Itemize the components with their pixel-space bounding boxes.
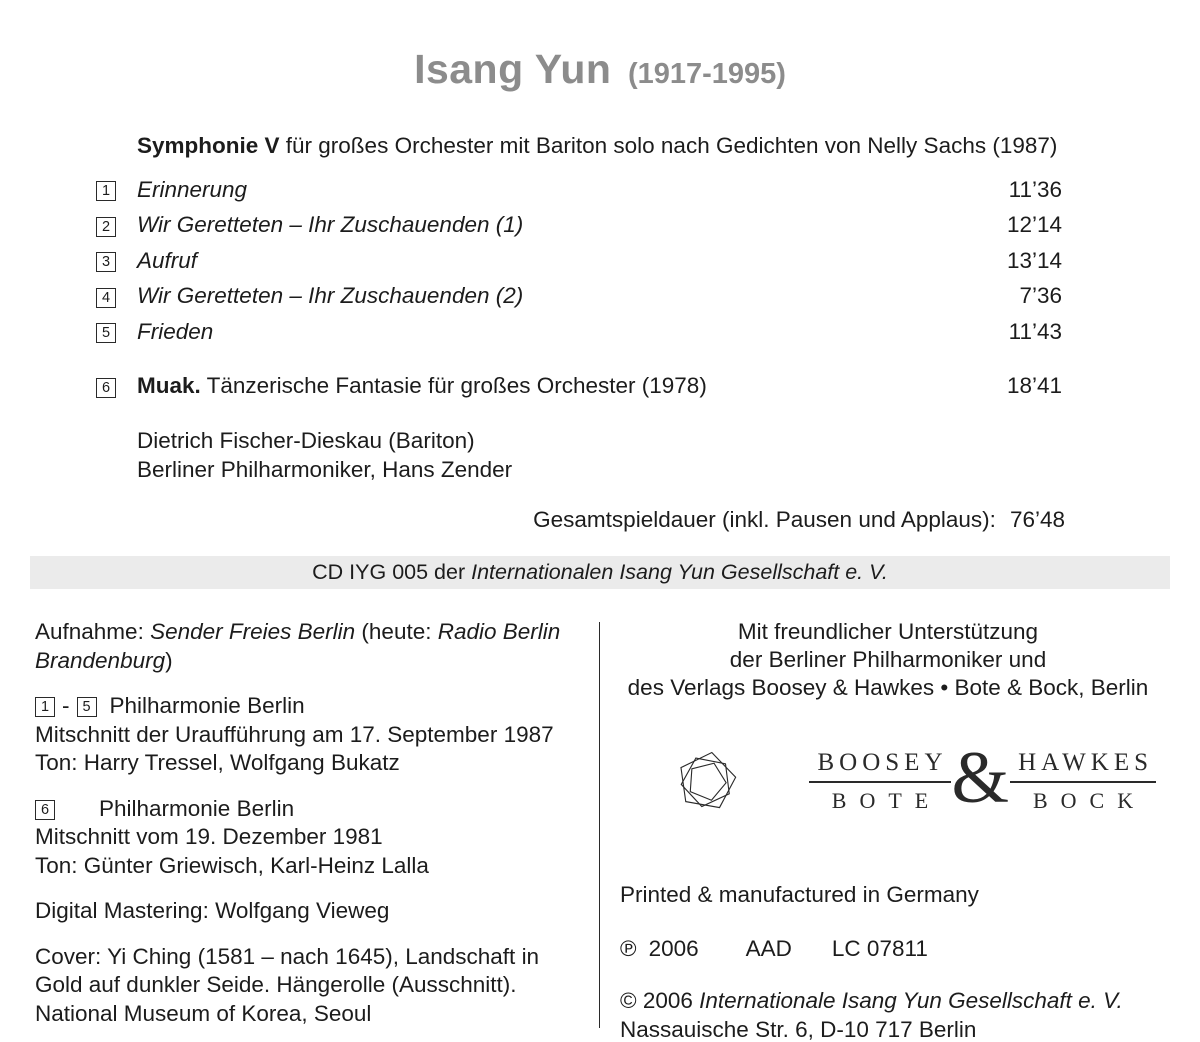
session-1-engineers: Ton: Harry Tressel, Wolfgang Bukatz [35, 750, 400, 775]
mastering-credit: Digital Mastering: Wolfgang Vieweg [35, 898, 390, 923]
track-row [96, 172, 1062, 208]
recording-source [35, 618, 576, 675]
cover-credit-line-3: National Museum of Korea, Seoul [35, 1000, 372, 1026]
track-title-rest: Tänzerische Fantasie für großes Orchester (1978) [200, 373, 707, 399]
session-1-date: Mitschnitt der Uraufführung am 17. September 1987 [35, 721, 554, 747]
hawkes-wordmark: HAWKES [1010, 749, 1156, 784]
printed-in-germany: Printed & manufactured in Germany [620, 882, 979, 907]
cover-credit-line-2: Gold auf dunkler Seide. Hängerolle (Ausschnitt). [35, 972, 517, 997]
logo-row [672, 737, 1156, 827]
phonogram-icon: ℗ [620, 935, 637, 961]
boosey-hawkes-logo [809, 737, 1156, 819]
session-2-venue: Philharmonie Berlin [99, 795, 295, 821]
track-number-box: 6 [96, 378, 116, 398]
column-divider [599, 622, 600, 1028]
support-line-3: des Verlags Boosey & Hawkes • Bote & Bock, Berlin [627, 675, 1149, 700]
track-number-box: 3 [96, 252, 116, 272]
track-title [137, 373, 1007, 399]
phonogram-line [620, 935, 1156, 964]
publisher-address: Nassauische Str. 6, D-10 717 Berlin [620, 1016, 977, 1042]
cd-society-name: Internationalen Isang Yun Gesellschaft e. V. [471, 560, 888, 584]
performers [137, 426, 1060, 484]
track-list [96, 172, 1062, 404]
total-duration-label: Gesamtspieldauer (inkl. Pausen und Applaus): [533, 507, 996, 532]
track-number-box: 5 [96, 323, 116, 343]
credits-left-column [35, 618, 576, 1042]
track-number-box: 1 [96, 181, 116, 201]
cover-credit-line-1: Cover: Yi Ching (1581 – nach 1645), Landschaft in [35, 943, 540, 969]
support-line-1: Mit freundlicher Unterstützung [737, 619, 1039, 644]
copyright-line [620, 987, 1156, 1016]
credits-columns [35, 618, 1200, 1042]
session-2-date: Mitschnitt vom 19. Dezember 1981 [35, 824, 383, 849]
composer-name: Isang Yun [414, 46, 612, 92]
boosey-wordmark: BOOSEY [809, 749, 950, 784]
work-title-bold: Symphonie V [137, 133, 280, 158]
track-row [96, 208, 1062, 244]
session-1-venue: Philharmonie Berlin [109, 693, 305, 718]
track-title-bold: Muak. [137, 373, 201, 399]
performer-soloist: Dietrich Fischer-Dieskau (Bariton) [137, 428, 475, 453]
session-1 [35, 692, 576, 778]
cd-catalog-prefix: CD IYG 005 der [312, 560, 472, 584]
cd-catalog-bar [30, 556, 1170, 589]
bote-wordmark: BOTE [831, 788, 942, 813]
credits-right-column [620, 618, 1156, 1042]
session-2 [35, 795, 576, 881]
copyright-icon: © [620, 988, 637, 1013]
session-2-venue-line [35, 795, 576, 824]
track-title: Erinnerung [137, 176, 248, 202]
track-range-start-box: 1 [35, 697, 55, 717]
work-title-rest: für großes Orchester mit Bariton solo nach Gedichten von Nelly Sachs (1987) [279, 133, 1058, 158]
track-number-box: 2 [96, 217, 116, 237]
recording-source-name: Sender Freies Berlin [150, 619, 356, 644]
track-title: Wir Geretteten – Ihr Zuschauenden (2) [137, 283, 524, 309]
performer-orchestra: Berliner Philharmoniker, Hans Zender [137, 457, 513, 482]
bock-wordmark: BOCK [1032, 788, 1147, 813]
recording-close: ) [165, 647, 173, 673]
page-title [0, 0, 1200, 93]
track-duration: 13’14 [1006, 247, 1062, 273]
track-row [96, 243, 1062, 279]
copyright-holder: Internationale Isang Yun Gesellschaft e. V. [699, 988, 1123, 1013]
track-row [96, 279, 1062, 315]
track-title: Aufruf [137, 247, 198, 273]
track-title: Wir Geretteten – Ihr Zuschauenden (1) [137, 212, 524, 238]
aad-code: AAD [745, 935, 792, 961]
boosey-bote-block [809, 749, 950, 816]
copyright-year: 2006 [636, 988, 700, 1013]
recording-middle: (heute: [355, 619, 438, 644]
session-2-engineers: Ton: Günter Griewisch, Karl-Heinz Lalla [35, 852, 429, 878]
total-duration-value: 76’48 [1009, 507, 1065, 532]
ampersand-logo-glyph: & [951, 737, 1010, 819]
support-line-2: der Berliner Philharmoniker und [729, 647, 1047, 672]
track-range-dash: - [62, 693, 70, 718]
pentagon-logo-icon [672, 737, 741, 827]
track-range-end-box: 5 [77, 697, 97, 717]
recording-label: Aufnahme: [35, 619, 151, 644]
label-code: LC 07811 [831, 935, 928, 961]
track-duration: 11’43 [1008, 318, 1062, 344]
support-acknowledgement [620, 618, 1156, 702]
total-duration-line [0, 507, 1065, 533]
recording-source-name-2: Radio Berlin Brandenburg [35, 619, 561, 673]
composer-years: (1917-1995) [627, 58, 786, 90]
track-duration: 18’41 [1006, 373, 1062, 399]
cover-credit [35, 943, 576, 1029]
track-duration: 7’36 [1019, 283, 1062, 309]
track-number-box: 4 [96, 288, 116, 308]
track-duration: 12’14 [1006, 212, 1062, 238]
hawkes-bock-block [1010, 749, 1156, 816]
phonogram-year: 2006 [648, 935, 699, 961]
track-6-box: 6 [35, 800, 55, 820]
track-duration: 11’36 [1008, 176, 1062, 202]
track-title: Frieden [137, 318, 214, 344]
session-1-venue-line [35, 692, 576, 721]
track-row [96, 314, 1062, 350]
track-row-muak [96, 369, 1062, 405]
work-title [137, 133, 1060, 159]
